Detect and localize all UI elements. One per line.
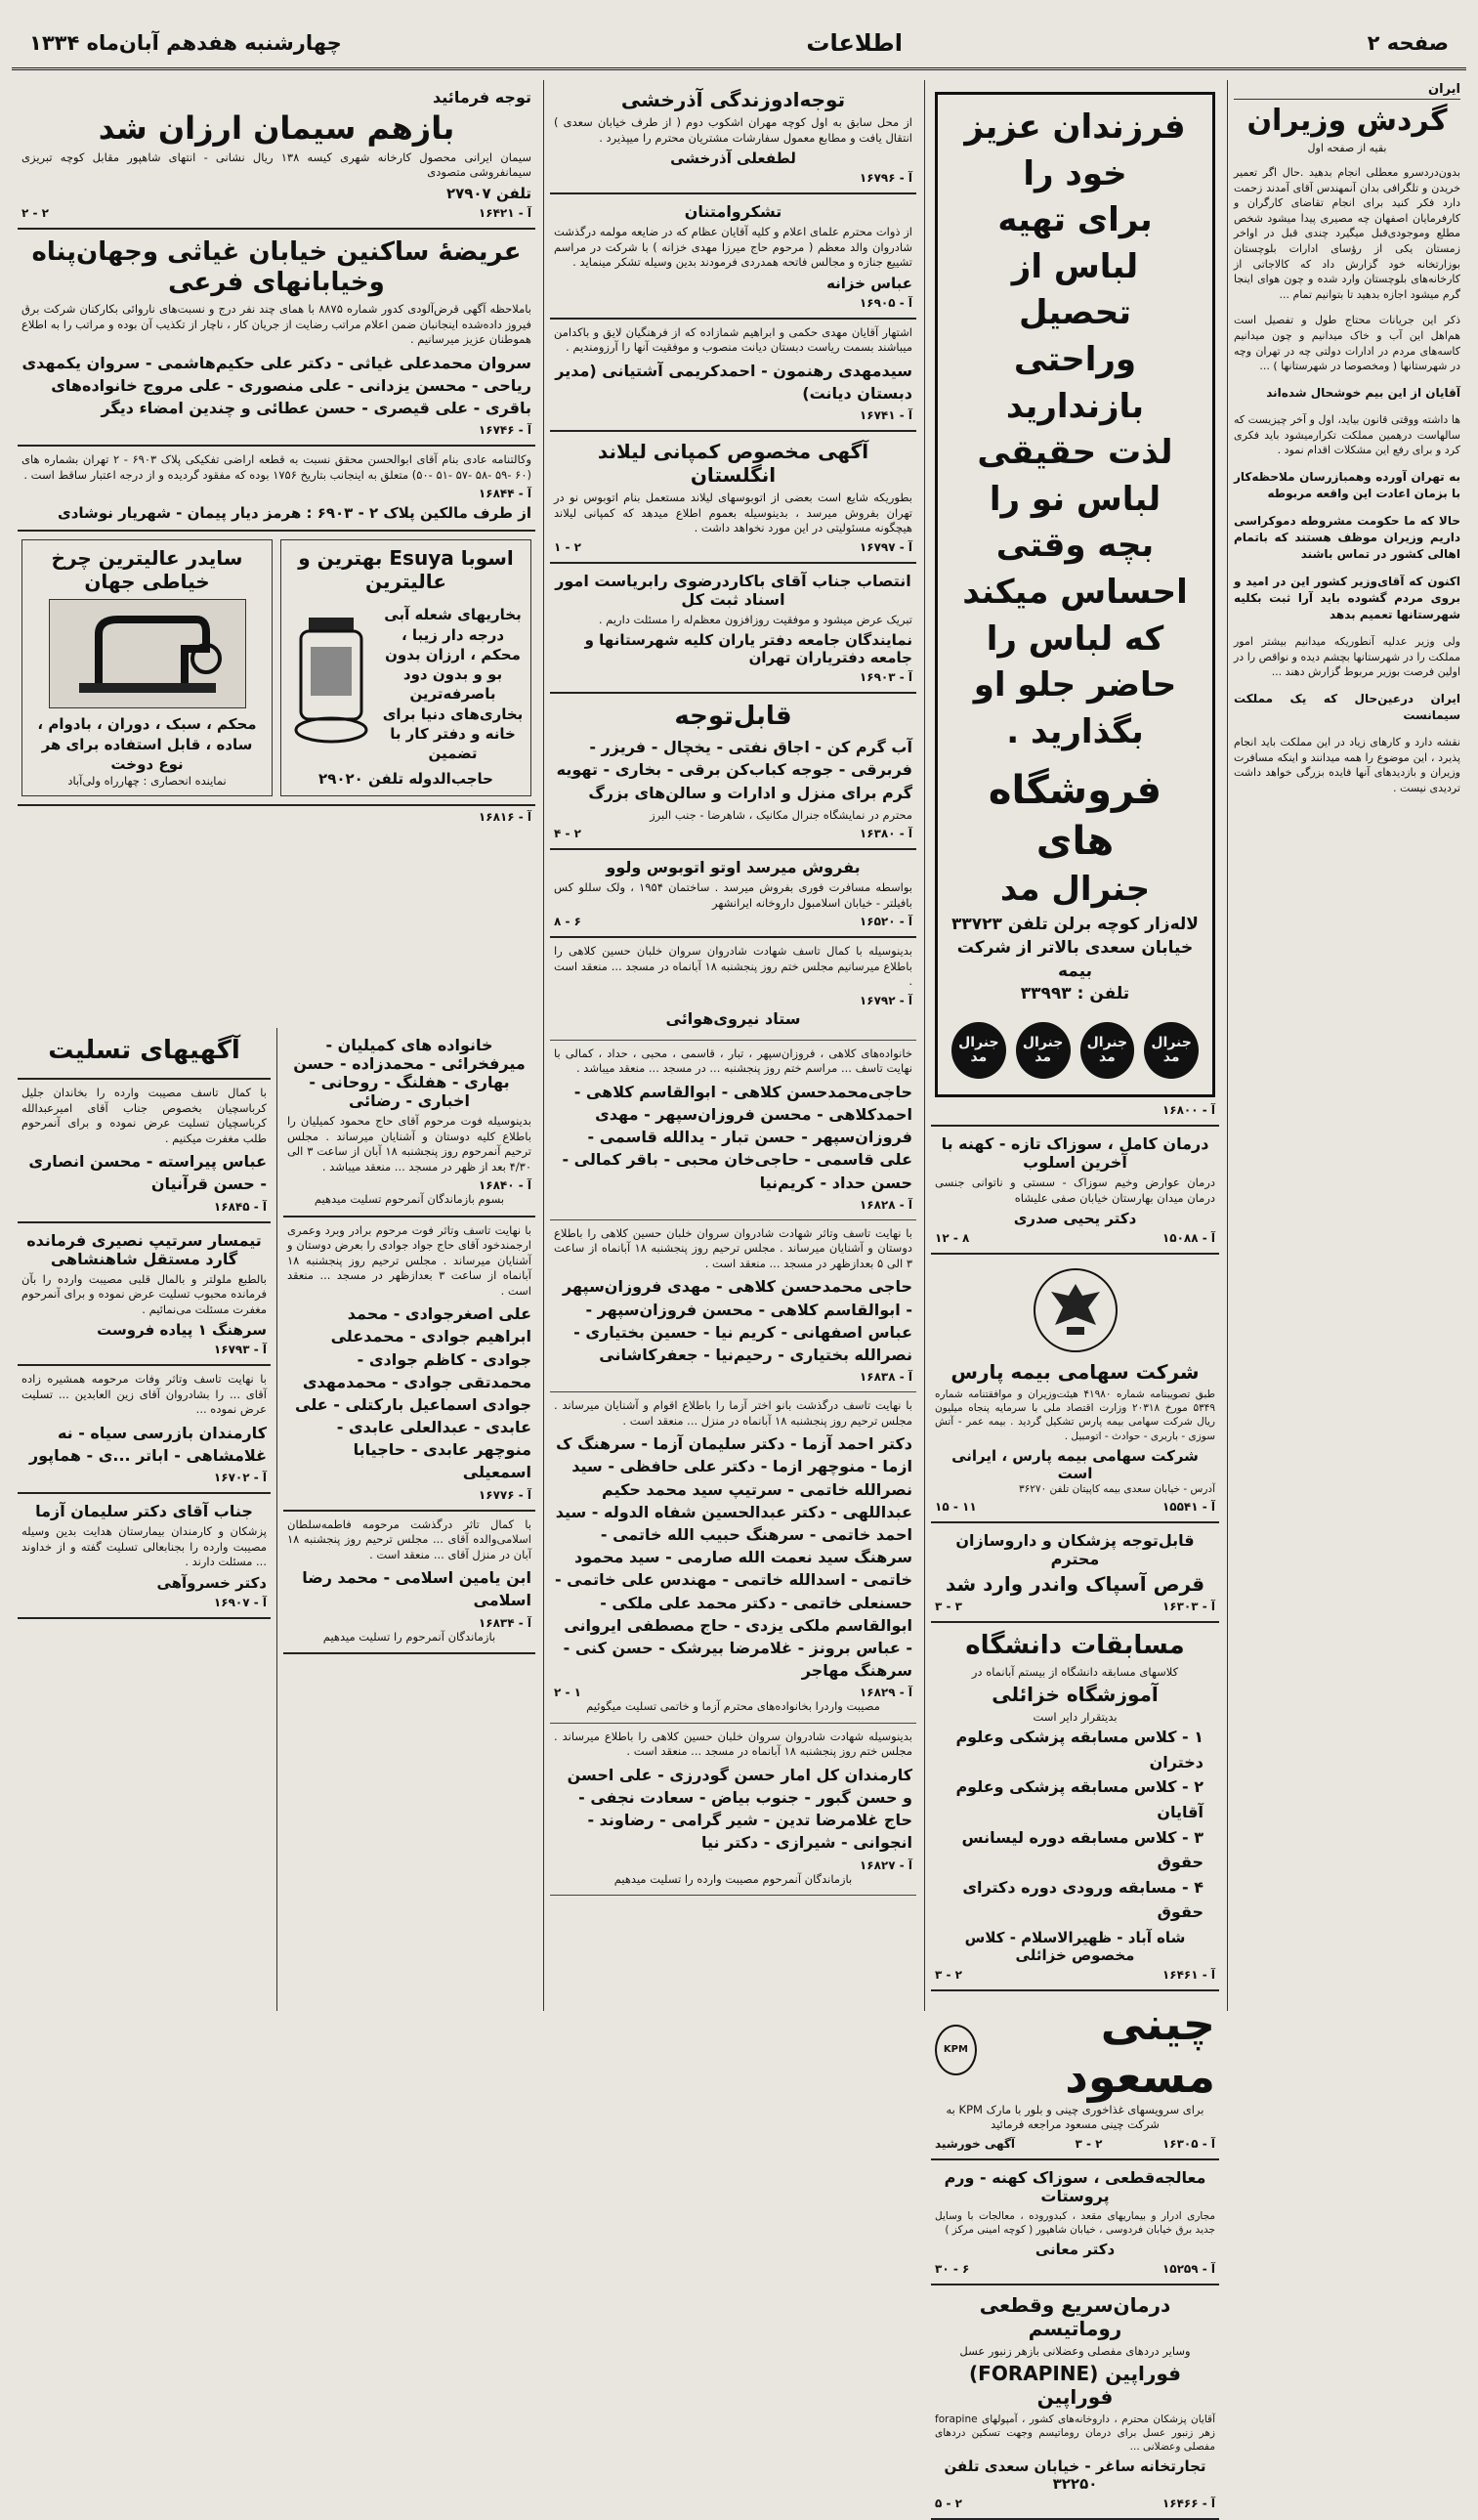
ad-culture [550, 320, 916, 432]
ad-azarakhshi [550, 80, 916, 194]
condolence-title: تیمسار سرتیپ نصیری فرمانده گارد مستقل شاهنشاهی [26, 1230, 262, 1268]
ad-title: درمان کامل ، سوزاک تازه - کهنه با آخرین اسلوب [941, 1134, 1209, 1173]
store-address: لاله‌زار کوچه برلن تلفن ۳۳۷۲۳ [951, 914, 1199, 934]
ad-aspirin [931, 1523, 1219, 1623]
lead-bold-line: اکنون که آقای‌وزیر کشور این در امید و بروی مردم گشوده باید آرا ثبت بکلیه شهرستانها تعمیم بدهد [1234, 574, 1460, 621]
ad-code-row [21, 1596, 267, 1609]
ad-code-row [554, 171, 912, 185]
store-phone: تلفن : ۳۳۹۹۳ [1020, 984, 1130, 1004]
ad-note: بدیتقرار دایر است [1033, 1709, 1118, 1724]
ad-code: آ - ۱۶۸۴۰ [478, 1178, 531, 1193]
lead-bold-line: ایران درعین‌حال که یک مملکت سیمانست [1234, 691, 1460, 722]
ad-code: آ - ۱۶۳۰۳ [1161, 1599, 1215, 1613]
ad-title: قابل‌توجه پزشکان و داروسازان محترم [955, 1530, 1195, 1568]
ad-code: آ - ۱۶۸۰۰ [1161, 1103, 1215, 1118]
ad-title: معالجه‌قطعی ، سوزاک کهنه - ورم پروستات [944, 2167, 1206, 2205]
ad-chini-masoud [931, 1991, 1219, 2160]
school-name: آموزشگاه خزائلی [992, 1682, 1159, 1706]
ad-code-row [935, 2137, 1215, 2151]
ad-body: سیمان ایرانی محصول کارخانه شهری کیسه ۱۳۸ ریال نشانی - انتهای شاهپور مقابل کوچه تبریزی سیمانفروشی متصودی [21, 149, 532, 180]
ad-code-row [21, 206, 531, 220]
ad-code: آ - ۱۶۷۷۶ [478, 1487, 531, 1502]
condolence-inspectors [18, 1366, 271, 1494]
ad-esuya-heater [280, 539, 531, 795]
column-ads-2 [543, 80, 922, 2011]
ad-dealer: حاجب‌الدوله تلفن ۲۹۰۲۰ [318, 770, 493, 789]
ad-code: آ - ۱۶۴۶۱ [1161, 1967, 1215, 1982]
obituary-names: ابن یامین اسلامی - محمد رضا اسلامی [302, 1568, 531, 1610]
obituary-body: با نهایت تاسف وتاثر فوت مرحوم برادر وبرد وعمری ارجمندخود آقای حاج جواد جوادی را بعرض دوستان و آشنایان میرساند . مجلس ترحیم روز پنجشنبه ۱۸ آبانماه از ساعت ۳ بعدازظهر در مسجد ... منعقد است . [287, 1222, 531, 1298]
ad-line: لذت حقیقی لباس نو را [977, 433, 1173, 519]
ad-line: برای تهیه لباس از تحصیل [997, 200, 1153, 333]
ad-code: آ - ۱۶۴۶۶ [1161, 2497, 1215, 2511]
ad-code-row [554, 915, 912, 928]
lead-bold-line: حالا که ما حکومت مشروطه دموکراسی داریم وزیران موظف هستند که باتمام اهالی کشور در تماس باشند [1234, 513, 1460, 561]
ad-code-row [554, 408, 912, 422]
ad-line: که لباس را حاضر جلو او [973, 619, 1177, 705]
obituary-kamilian [283, 1028, 535, 1217]
ad-code-row [935, 1968, 1215, 1982]
obituary-eslami [283, 1512, 535, 1654]
obituary-column-right [276, 1028, 541, 2011]
obituary-names: علی اصغرجوادی - محمد ابراهیم جوادی - محمدعلی جوادی - کاظم جوادی - محمدتقی جوادی - محمدمهدی جوادی اسماعیل بارکتلی - علی عابدی - عبدالعلی عابدی - منوچهر عابدی - حاجیابا اسمعیلی [295, 1304, 531, 1482]
ad-title: انتصاب جناب آقای باکاردرضوی‌ رابریاست امور اسناد ثبت کل [555, 571, 911, 609]
ad-code-row [935, 2497, 1215, 2510]
condolence-body: بالطبع ملولتر و بالمال قلبی مصیبت وارده را بآن فرمانده محبوب تسلیت عرض نموده و برای آنمرحوم مغفرت مسئلت می‌نمائیم . [21, 1271, 267, 1316]
condolence-body: با کمال تاسف مصیبت وارده را بخاندان جلیل کرباسچیان بخصوص جناب آقای امیرعبدالله کرباسچیان تسلیت عرض نموده و برای آنمرحوم طلب مغفرت میکنیم . [21, 1086, 267, 1145]
ad-title: قابل‌توجه [674, 702, 792, 732]
ad-exam [931, 1623, 1219, 1991]
ad-code-row [21, 423, 531, 437]
ad-code-row [287, 1616, 531, 1630]
ad-signer: نمایندگان جامعه دفتر یاران کلیه شهرستانها و جامعه دفتریاران تهران [584, 631, 912, 667]
sewing-machine-icon [60, 605, 235, 703]
condolence-section-title: آگهیهای تسلیت [48, 1036, 240, 1065]
obituary-names: حاجی‌محمدحسن کلاهی - ابوالقاسم کلاهی - احمدکلاهی - محسن فروزان‌سپهر - مهدی فروزان‌سپهر - حسن تبار - یدالله قاسمی - علی قاسمی - حاجی‌خان محبی - باقر کمالی - حسن حداد - کریم‌نیا [562, 1082, 912, 1192]
column-lead-article [1227, 80, 1466, 2011]
eagle-icon [1032, 1266, 1119, 1354]
brand-badge: جنرال مد [1144, 1022, 1199, 1079]
obituary-javadi [283, 1217, 535, 1512]
ad-code-2: ۲ - ۲ [21, 205, 49, 220]
ad-code-row [935, 1600, 1215, 1613]
ad-code-row [554, 1370, 912, 1384]
ad-phone: تلفن ۲۷۹۰۷ [445, 184, 531, 202]
ad-code: آ - ۱۶۷۹۳ [213, 1343, 267, 1357]
lead-bold-line: به تهران آورده وهمبازرسان ملاحظه‌کار با بزمان اعادت این واقعه مربوطه [1234, 469, 1460, 500]
store-address: خیابان سعدی بالاتر از شرکت بیمه [956, 937, 1194, 981]
brand-badges [951, 1022, 1199, 1079]
ad-volvo [550, 850, 916, 938]
ad-body: قرص آسپاک واندر وارد شد [945, 1571, 1205, 1596]
ad-body: تبریک عرض میشود و موفقیت روزافزون معظم‌له را مسئلت داریم . [598, 612, 912, 626]
brand-name: فوراپین (FORAPINE) فوراپین [969, 2361, 1181, 2409]
ad-forapine [931, 2285, 1219, 2520]
ad-code-row [21, 487, 531, 500]
obituary-kolahi-2 [550, 1041, 916, 1220]
ad-treatment [931, 1127, 1219, 1255]
ad-line: بگذارید . [1006, 711, 1144, 751]
ad-code-row [554, 1198, 912, 1212]
ad-thanks [550, 194, 916, 320]
ad-code-row [18, 810, 535, 824]
store-brand: جنرال مد [999, 870, 1151, 910]
ad-code-row [554, 1686, 912, 1699]
ad-code-row [935, 1231, 1215, 1245]
ad-body: محکم ، سبک ، دوران ، بادوام ، ساده ، قابل استفاده برای هر نوع دوخت [37, 715, 257, 773]
ad-names: سیدمهدی رهنمون - احمدکریمی آشتیانی (مدیر دبستان دیانت) [555, 361, 912, 403]
brand-badge: جنرال مد [1016, 1022, 1071, 1079]
ad-body: طبق تصویبنامه شماره ۴۱۹۸۰ هیئت‌وزیران و موافقتنامه شماره ۵۳۴۹ مورخ ۲۰۳۱۸ وزارت اقتصاد ملی با سرمایه پنجاه میلیون ریال شرکت سهامی بیمه پارس تشکیل گردید . بیمه عمر - آتش سوزی - باربری - حوادث - اتومبیل . [935, 1388, 1215, 1442]
obituary-kolahi-4 [550, 1724, 916, 1896]
ad-title: مسابقات دانشگاه [965, 1630, 1185, 1660]
obituary-kolahi-1 [550, 938, 916, 1041]
page-label: صفحه ۲ [1367, 30, 1449, 55]
ad-body: اشتهار آقایان مهدی حکمی و ابراهیم شمازاده که از فرهنگیان لایق و باکدامن میباشند بسمت ریاست دبستان دیانت منصوب و موفقیت آنها را آرزومندیم . [554, 324, 912, 355]
ad-body: آقایان پزشکان محترم ، داروخانه‌های کشور ، آمپولهای forapine زهر زنبور عسل برای درمان روماتیسم وجهت تسکین دردهای مفصلی وعضلانی ... [935, 2413, 1215, 2454]
ad-code: آ - ۱۶۷۹۶ [859, 171, 912, 186]
ad-names: سروان محمدعلی غیاثی - دکتر علی حکیم‌هاشمی - سروان یکمهدی ریاحی - محسن یزدانی - علی منصوری - علی مروج خانواده‌های باقری - علی قیصری - حسن عطائی و چندین امضاء دیگر [21, 353, 531, 418]
exam-class-item: ۲ - کلاس مسابقه پزشکی وعلوم آقایان [955, 1777, 1204, 1821]
ad-body: آب گرم کن - اجاق نفتی - یخچال - فریزر - فربرقی - جوجه کباب‌کن برقی - بخاری - تهویه گرم برای منزل و ادارات و سالن‌های بزرگ [556, 738, 912, 802]
ad-petition [18, 230, 535, 447]
kpm-seal-icon: KPM [935, 2025, 977, 2075]
ad-code: آ - ۱۶۳۸۰ [859, 827, 912, 841]
ad-code-2: ۲ - ۵ [935, 2497, 962, 2511]
sewing-machine-illustration [49, 599, 246, 708]
ad-code: آ - ۱۶۸۴۴ [478, 487, 531, 501]
obituary-signer: ستاد نیروی‌هوائی [665, 1008, 801, 1028]
obituary-body: بدینوسیله فوت مرحوم آقای حاج محمود کمیلیان را باطلاع کلیه دوستان و آشنایان میرساند . مجلس ترحیم آنمرحوم روز پنجشنبه ۱۸ آبان از ساعت ۳ الی ۴/۳۰ بعد از ظهر در مسجد ... منعقد میباشد . [287, 1114, 531, 1174]
ad-body: درمان عوارض وخیم سوزاک - سستی و ناتوانی جنسی درمان میدان بهارستان خیابان صفی علیشاه [935, 1175, 1215, 1205]
eagle-emblem [935, 1266, 1215, 1354]
ad-code-row [21, 1471, 267, 1484]
ad-header: توجه فرمائید [433, 88, 531, 107]
condolence-body: پزشکان و کارمندان بیمارستان هدایت بدین وسیله مصیبت وارده را بجنابعالی تسلیت گفته و از خداوند ... مسئلت دارند . [21, 1524, 267, 1569]
ad-note: آگهی خورشید [935, 2136, 1016, 2151]
exam-class-item: ۴ - مسابقه ورودی دوره دکترای حقوق [962, 1877, 1204, 1922]
ad-title: درمان‌سریع وقطعی روماتیسم [979, 2293, 1171, 2341]
ad-title: بازهم سیمان ارزان شد [98, 109, 455, 147]
ad-code-row [554, 994, 912, 1007]
masthead [12, 18, 1466, 70]
obituary-closing: بسوم بازماندگان آنمرحوم تسلیت میدهیم [314, 1192, 505, 1207]
brand-badge: جنرال مد [951, 1022, 1006, 1079]
condolence-header-block [18, 1028, 271, 1080]
obituary-names: حاجی محمدحسن کلاهی - مهدی فروزان‌سپهر - ابوالقاسم کلاهی - محسن فروزان‌سپهر - عباس اصفهانی - کریم نیا - حسین بختیاری - نصرالله بختیاری - رحیم‌نیا - جعفرکاشانی [563, 1277, 912, 1364]
ad-code-row [554, 670, 912, 684]
obituary-body: بدینوسیله شهادت شادروان سروان خلبان حسین کلاهی را باطلاع میرساند . مجلس ختم روز پنجشنبه ۱۸ آبانماه در مسجد ... منعقد است . [554, 1729, 912, 1759]
ad-signer: لطفعلی آذرخشی [670, 149, 796, 168]
ad-signer: دکتر معانی [1035, 2241, 1116, 2259]
brand-badge: جنرال مد [1080, 1022, 1135, 1079]
ad-dealer: نماینده انحصاری : چهارراه ولی‌آباد [67, 774, 227, 789]
ad-title: سایدر عالیترین چرخ خیاطی جهان [51, 546, 243, 594]
obituary-names: دکتر احمد آزما - دکتر سلیمان آزما - سرهنگ ک ازما - منوچهر ازما - دکتر علی حافظی - سید نصرالله خاتمی - سرتیپ سید محمد حکیم عبداللهی - دکتر عبدالحسین شفاه الدوله - سید احمد خاتمی - سرهنگ حبیب الله خاتمی - سرهنگ سید نعمت الله صارمی - سید محمود خاتمی - اسدالله خاتمی - مهندس علی خاتمی - حسنعلی خاتمی - دکتر محمد علی ملکی - ابوالقاسم ملکی یزدی - حاج مصطفی ایروانی - عباس برونز - غلامرضا بیرشک - حسن کنی - سرهنگ مهاجر [554, 1434, 912, 1681]
condolence-signer: دکتر خسروآهی [156, 1573, 267, 1592]
lead-paragraph: بدون‌دردسرو معطلی انجام بدهید .حال اگر تعمیر خریدن و تلگرافی بدان آنمهندس آقای آمدند زحمت دارد فکر کنید برای انجام تقاضای کارگران و کارفرمایان اصفهان چه مصیری پیدا میشود شخص مطلع وموجودی‌قبل میگیرد چندی قبل در اواخر زمستان یکی از رؤسای ادارات بلوچستان بوزارتخانه خود گزارش داد که کالاجاتی از کارخانه‌های بلوچستان وارد شده و چون هوای اینجا گرم میشود اجازه بدهید تا بتوانیم تمام ... [1234, 166, 1460, 301]
exam-class-item: ۳ - کلاس مسابقه دوره لیسانس حقوق [961, 1827, 1204, 1872]
ad-code-row [287, 1488, 531, 1502]
ad-code: آ - ۱۶۷۹۲ [859, 993, 912, 1007]
ad-code: آ - ۱۶۸۴۵ [213, 1199, 267, 1214]
ad-line: وراحتی بازندارید [1005, 339, 1145, 426]
ad-code-2: ۱ - ۲ [554, 1686, 581, 1700]
ad-body: از محل سابق به اول کوچه مهران اشکوب دوم ( از طرف خیابان سعدی ) انتقال یافت و مطابع معمول سفارشات مشتریان محترم را میپذیرد . [554, 115, 912, 145]
ad-attention [550, 694, 916, 850]
obituary-closing: بازماندگان آنمرحوم مصیبت وارده را تسلیت میدهیم [613, 1871, 853, 1886]
obituary-body: با نهایت تاسف وتاثر شهادت شادروان سروان خلبان حسین کلاهی را باطلاع دوستان و آشنایان میرساند . مجلس ترحیم روز پنجشنبه ۱۸ آبانماه از ساعت ۳ الی ۵ بعدازظهر در مسجد ... منعقد است . [554, 1225, 912, 1270]
ad-code-2: ۸ - ۱۲ [935, 1231, 970, 1246]
ad-subtitle: کلاسهای مسابقه دانشگاه از بیستم آبانماه در [971, 1665, 1179, 1680]
ad-code-2: ۲ - ۳ [1075, 2136, 1103, 2151]
lead-paragraph: ها داشته ووقتی قانون بیاید، اول و آخر چیزیست که سالهاست درهمین مملکت تکرارمیشود باید فکری کرد و برای رفع این مشکلات اقدام نمود . [1234, 412, 1460, 457]
store-name: فروشگاه های [988, 768, 1162, 865]
product-ads-row [18, 532, 535, 805]
ad-code: آ - ۱۶۵۲۰ [859, 915, 912, 929]
obituary-azma [550, 1392, 916, 1724]
obituary-kolahi-3 [550, 1220, 916, 1392]
lead-bold-line: آقایان از این بیم خوشحال شده‌اند [1266, 385, 1460, 400]
obituary-body: بدینوسیله با کمال تاسف شهادت شادروان سروان خلبان حسین کلاهی را باطلاع میرسانیم مجلس ختم روز پنجشنبه ۱۸ آبانماه در مسجد ... منعقد است . [554, 944, 913, 989]
obituary-body: با کمال تاثر درگذشت مرحومه فاطمه‌سلطان اسلامی‌والده آقای ... مجلس ترحیم روز پنجشنبه ۱۸ آبان در منزل آقای ... منعقد است . [287, 1516, 531, 1561]
ad-bold-line: شرکت سهامی بیمه پارس ، ایرانی است [951, 1446, 1199, 1482]
ad-body: مجاری ادرار و بیماریهای مقعد ، کبدوروده ، معالجات با وسایل جدید برق خیابان فردوسی ، خیابان شاهپور ( کوچه امینی مرکز ) [935, 2209, 1215, 2237]
lead-paragraph: نقشه دارد و کارهای زیاد در این مملکت باید انجام پذیرد ، این موضوع را همه میدانند و اینکه مسافرت وزیران و بازدیدهای آنها فایده بزرگی خواهد داشت تردیدی نیست . [1234, 735, 1460, 794]
exam-class-item: ۱ - کلاس مسابقه پزشکی وعلوم دختران [955, 1728, 1204, 1772]
ad-code: آ - ۱۶۹۰۵ [859, 295, 912, 310]
lead-paragraph: ذکر این جریانات محتاج طول و تفصیل است هم‌اهل این آب و خاک میدانیم و چون میدانیم کاسه‌های مردم در ادارات دولتی چه در تهران وچه در شهرستانها ( ومخصوصا در شهرستانها ) ... [1234, 314, 1460, 373]
obituary-names: کارمندان کل امار حسن گودرزی - علی احسن و حسن گبور - جنوب بیاض - سعادت نجفی - حاج غلامرضا تدین - شیر گرامی - رضاوند - انجوانی - شیرازی - دکتر نیا [567, 1765, 912, 1853]
ad-code: آ - ۱۶۸۱۶ [478, 809, 531, 824]
ad-title: بفروش میرسد اوتو اتوبوس ولوو [606, 858, 861, 877]
ad-body: بطوریکه شایع است بعضی از اتوبوسهای لیلاند مستعمل بنام اتوبوس نو در تهران بفروش میرسد ، بدینوسیله بعموم اطلاع میدهد که کمپانی لیلاند هیچگونه مسئولیتی در این مورد نخواهد داشت . [554, 490, 912, 535]
ad-code-row [287, 1178, 531, 1192]
ad-code: آ - ۱۶۴۲۱ [478, 205, 531, 220]
ad-signer: محترم در نمایشگاه جنرال مکانیک ، شاهرضا - جنب البرز [650, 807, 912, 822]
column-ads-1 [924, 80, 1225, 2511]
lead-paragraph: ولی وزیر عدلیه آنطوریکه میدانیم بیشتر امور مملکت را در شهرستانها بچشم دیده و نواقص را در اولین فرصت بوزیر مربوط گزارش دهند ... [1234, 635, 1460, 679]
ad-code-2: ۶ - ۳۰ [935, 2262, 970, 2277]
ad-code-row [21, 1343, 267, 1356]
condolence-karbaschian [18, 1080, 271, 1222]
ad-address: آدرس - خیابان سعدی بیمه کاپیتان تلفن ۳۶۲۷۰ [1019, 1482, 1215, 1495]
ad-cement [18, 80, 535, 230]
ad-title: عریضهٔ ساکنین خیابان غیاثی وجهان‌پناه وخیابانهای فرعی [31, 236, 522, 298]
section-label: ایران [1234, 80, 1460, 100]
ad-code: آ - ۱۶۸۳۸ [859, 1370, 912, 1385]
ad-code-row [554, 540, 912, 554]
ad-body: از ذوات محترم علمای اعلام و کلیه آقایان عظام که در ضایعه مولمه درگذشت شادروان والد معظم ( مرحوم حاج میرزا مهدی خزانه ) با شرکت در مراسم تشییع جنازه و مجالس فاتحه همدردی فرمودند بدین وسیله تشکر مینماید . [554, 225, 912, 270]
ad-code: آ - ۱۶۹۰۷ [213, 1595, 267, 1609]
ad-body: بواسطه مسافرت فوری بفروش میرسد . ساختمان ۱۹۵۴ ، ولک سللو کس بافیلتر - خیابان اسلامبول داروخانه ایرانشهر [554, 880, 912, 910]
exam-class-list [935, 1725, 1215, 1925]
obituary-column-left [12, 1028, 276, 2011]
ad-code-row [21, 1200, 267, 1214]
ad-appointment [550, 564, 916, 695]
lead-article-body [1234, 165, 1460, 795]
ad-title: تشکروامتنان [684, 202, 782, 222]
ad-line: فرزندان عزیز خود را [964, 107, 1186, 193]
obituary-body: خانواده‌های کلاهی ، فروزان‌سپهر ، تبار ، قاسمی ، محبی ، حداد ، کمالی با نهایت تاسف ... مراسم ختم روز پنجشنبه ... در مسجد ... منعقد میباشد . [554, 1046, 912, 1076]
condolence-signer: سرهنگ ۱ پیاده فروست [97, 1321, 267, 1340]
ad-code-2: ۲ - ۳ [935, 1967, 962, 1982]
obituary-closing: مصیبت واردرا بخانواده‌های محترم آزما و خاتمی تسلیت میگوئیم [586, 1699, 880, 1714]
ad-box-frame [935, 92, 1215, 1097]
ad-code-row [935, 1500, 1215, 1514]
ad-body: وکالتنامه عادی بنام آقای ابوالحسن محقق نسبت به قطعه اراضی تفکیکی پلاک ۶۹۰۳ - ۲ تهران بشماره های (۶۰ -۵۹ -۵۸ -۵۷ -۵۱ -۵۰) متعلق به اینجانب بتاریخ ۱۷۵۶ بوده که مفقود گردیده و از درجه اعتبار ساقط است . [21, 452, 532, 482]
ad-code: آ - ۱۶۷۹۷ [859, 539, 912, 554]
condolence-title: جناب آقای دکتر سلیمان آزما [35, 1502, 253, 1521]
ad-code-2: ۶ - ۸ [554, 915, 581, 929]
condolence-nasiri [18, 1223, 271, 1367]
ad-code-row [554, 1858, 912, 1872]
ad-signer: دکتر یحیی صدری [1013, 1210, 1137, 1228]
ad-address: شاه آباد - ظهیرالاسلام - کلاس مخصوص خزائلی [964, 1928, 1186, 1964]
ad-line: بچه وقتی احساس میکند [962, 526, 1188, 612]
ad-signer: عباس خزانه [826, 274, 912, 292]
ad-code-2: ۲ - ۴ [554, 827, 581, 841]
ad-code-2: ۱۱ - ۱۵ [935, 1499, 977, 1514]
ad-code-row [935, 2262, 1215, 2276]
lead-article-title: گردش وزیران [1246, 104, 1448, 138]
lead-article-kicker: بقیه از صفحه اول [1307, 142, 1387, 154]
ad-code: آ - ۱۶۸۳۴ [478, 1615, 531, 1630]
ad-code: آ - ۱۵۰۸۸ [1161, 1231, 1215, 1246]
ad-code: آ - ۱۶۷۴۱ [859, 407, 912, 422]
condolence-names: عباس پیراسته - محسن انصاری - حسن قرآنیان [28, 1152, 267, 1194]
ad-title: اسوبا Esuya بهترین و عالیترین [298, 546, 514, 594]
obituary-body: با نهایت تاسف درگذشت بانو اختر آزما را باطلاع اقوام و آشنایان میرساند . مجلس ترحیم روز پنجشنبه ۱۸ آبانماه در منزل ... منعقد است . [554, 1398, 912, 1428]
ad-address: تجارتخانه ساغر - خیابان سعدی تلفن ۳۲۲۵۰ [944, 2457, 1206, 2494]
ad-title: چینی مسعود [1065, 1996, 1215, 2103]
ad-code-row [554, 296, 912, 310]
ad-code: آ - ۱۶۷۰۲ [213, 1471, 267, 1485]
ad-code: آ - ۱۵۵۴۱ [1161, 1499, 1215, 1514]
ad-code-2: ۲ - ۱ [554, 539, 581, 554]
ad-title: شرکت سهامی بیمه پارس [950, 1360, 1200, 1385]
ad-general-mod [931, 80, 1219, 1127]
ad-sewing-machine [21, 539, 273, 795]
obituary-closing: بازماندگان آنمرحوم را تسلیت میدهیم [322, 1629, 496, 1644]
ad-code: آ - ۱۶۸۲۹ [859, 1686, 912, 1700]
ad-code: آ - ۱۵۲۵۹ [1161, 2262, 1215, 2277]
ad-code: آ - ۱۶۳۰۵ [1161, 2136, 1215, 2151]
paper-name: اطلاعات [806, 28, 903, 57]
ad-code: آ - ۱۶۷۴۶ [478, 423, 531, 438]
condolence-azma [18, 1494, 271, 1619]
ad-leyland [550, 432, 916, 564]
condolence-body: با نهایت تاسف وتاثر وفات مرحومه همشیره زاده آقای ... را بشادروان آقای زین العابدین ... تسلیت عرض نموده ... [21, 1372, 267, 1417]
ad-title: توجه‌ادوزندگی آذرخشی [620, 88, 846, 111]
condolence-names: کارمندان بازرسی سیاه - نه غلامشاهی - اباتر ...ی - هماپور [28, 1423, 267, 1465]
ad-code-2: ۳ - ۳ [935, 1599, 962, 1613]
obituary-title: خانواده های کمیلیان - میرفخرائی - محمدزاده - حسن بهاری - هفلنگ - روحانی - اخباری - رضائی [293, 1036, 526, 1110]
ad-body: بخاریهای شعله آبی درجه دار زیبا ، محکم ، ارزان بدون بو و بدون دود باصرفه‌ترین بخاری‌های دنیا برای خانه و دفتر کار با تضمین [382, 606, 524, 763]
heater-illustration-icon [287, 608, 375, 754]
ad-code: آ - ۱۶۹۰۳ [859, 670, 912, 685]
ad-code-row [935, 1103, 1215, 1117]
ad-code: آ - ۱۶۸۲۸ [859, 1197, 912, 1212]
ad-doctor [931, 2160, 1219, 2285]
ad-code: آ - ۱۶۸۲۷ [859, 1858, 912, 1872]
ad-title: آگهی مخصوص کمپانی لیلاند انگلستان [597, 439, 869, 487]
ad-lost-notice [18, 447, 535, 532]
ad-body: باملاحظه آگهی قرض‌آلودی کدور شماره ۸۸۷۵ با همای چند نفر درج و نسبت‌های ناروائی بکارکنان شرکت برق فیروز داده‌شده اینجانبان ضمن اعلام مراتب رضایت از جریان کار ، ناچار از تکذیب آن بوده و مراتب را به اطلاع هموطنان عزیز میرسانیم . [21, 302, 531, 347]
ad-signer: از طرف مالکین پلاک ۲ - ۶۹۰۳ : هرمز دیار پیمان - شهریار نوشادی [57, 504, 531, 523]
ad-insurance [931, 1255, 1219, 1523]
ad-body: برای سرویسهای غذاخوری چینی و بلور با مارک KPM به شرکت چینی مسعود مراجعه فرمائید [946, 2102, 1204, 2132]
ad-subtitle: وسایر دردهای مفصلی وعضلانی بازهر زنبور عسل [959, 2344, 1191, 2359]
obituary-section [12, 1028, 541, 2011]
issue-date: چهارشنبه هفدهم آبان‌ماه ۱۳۳۴ [29, 30, 342, 55]
ad-code-row [554, 827, 912, 840]
